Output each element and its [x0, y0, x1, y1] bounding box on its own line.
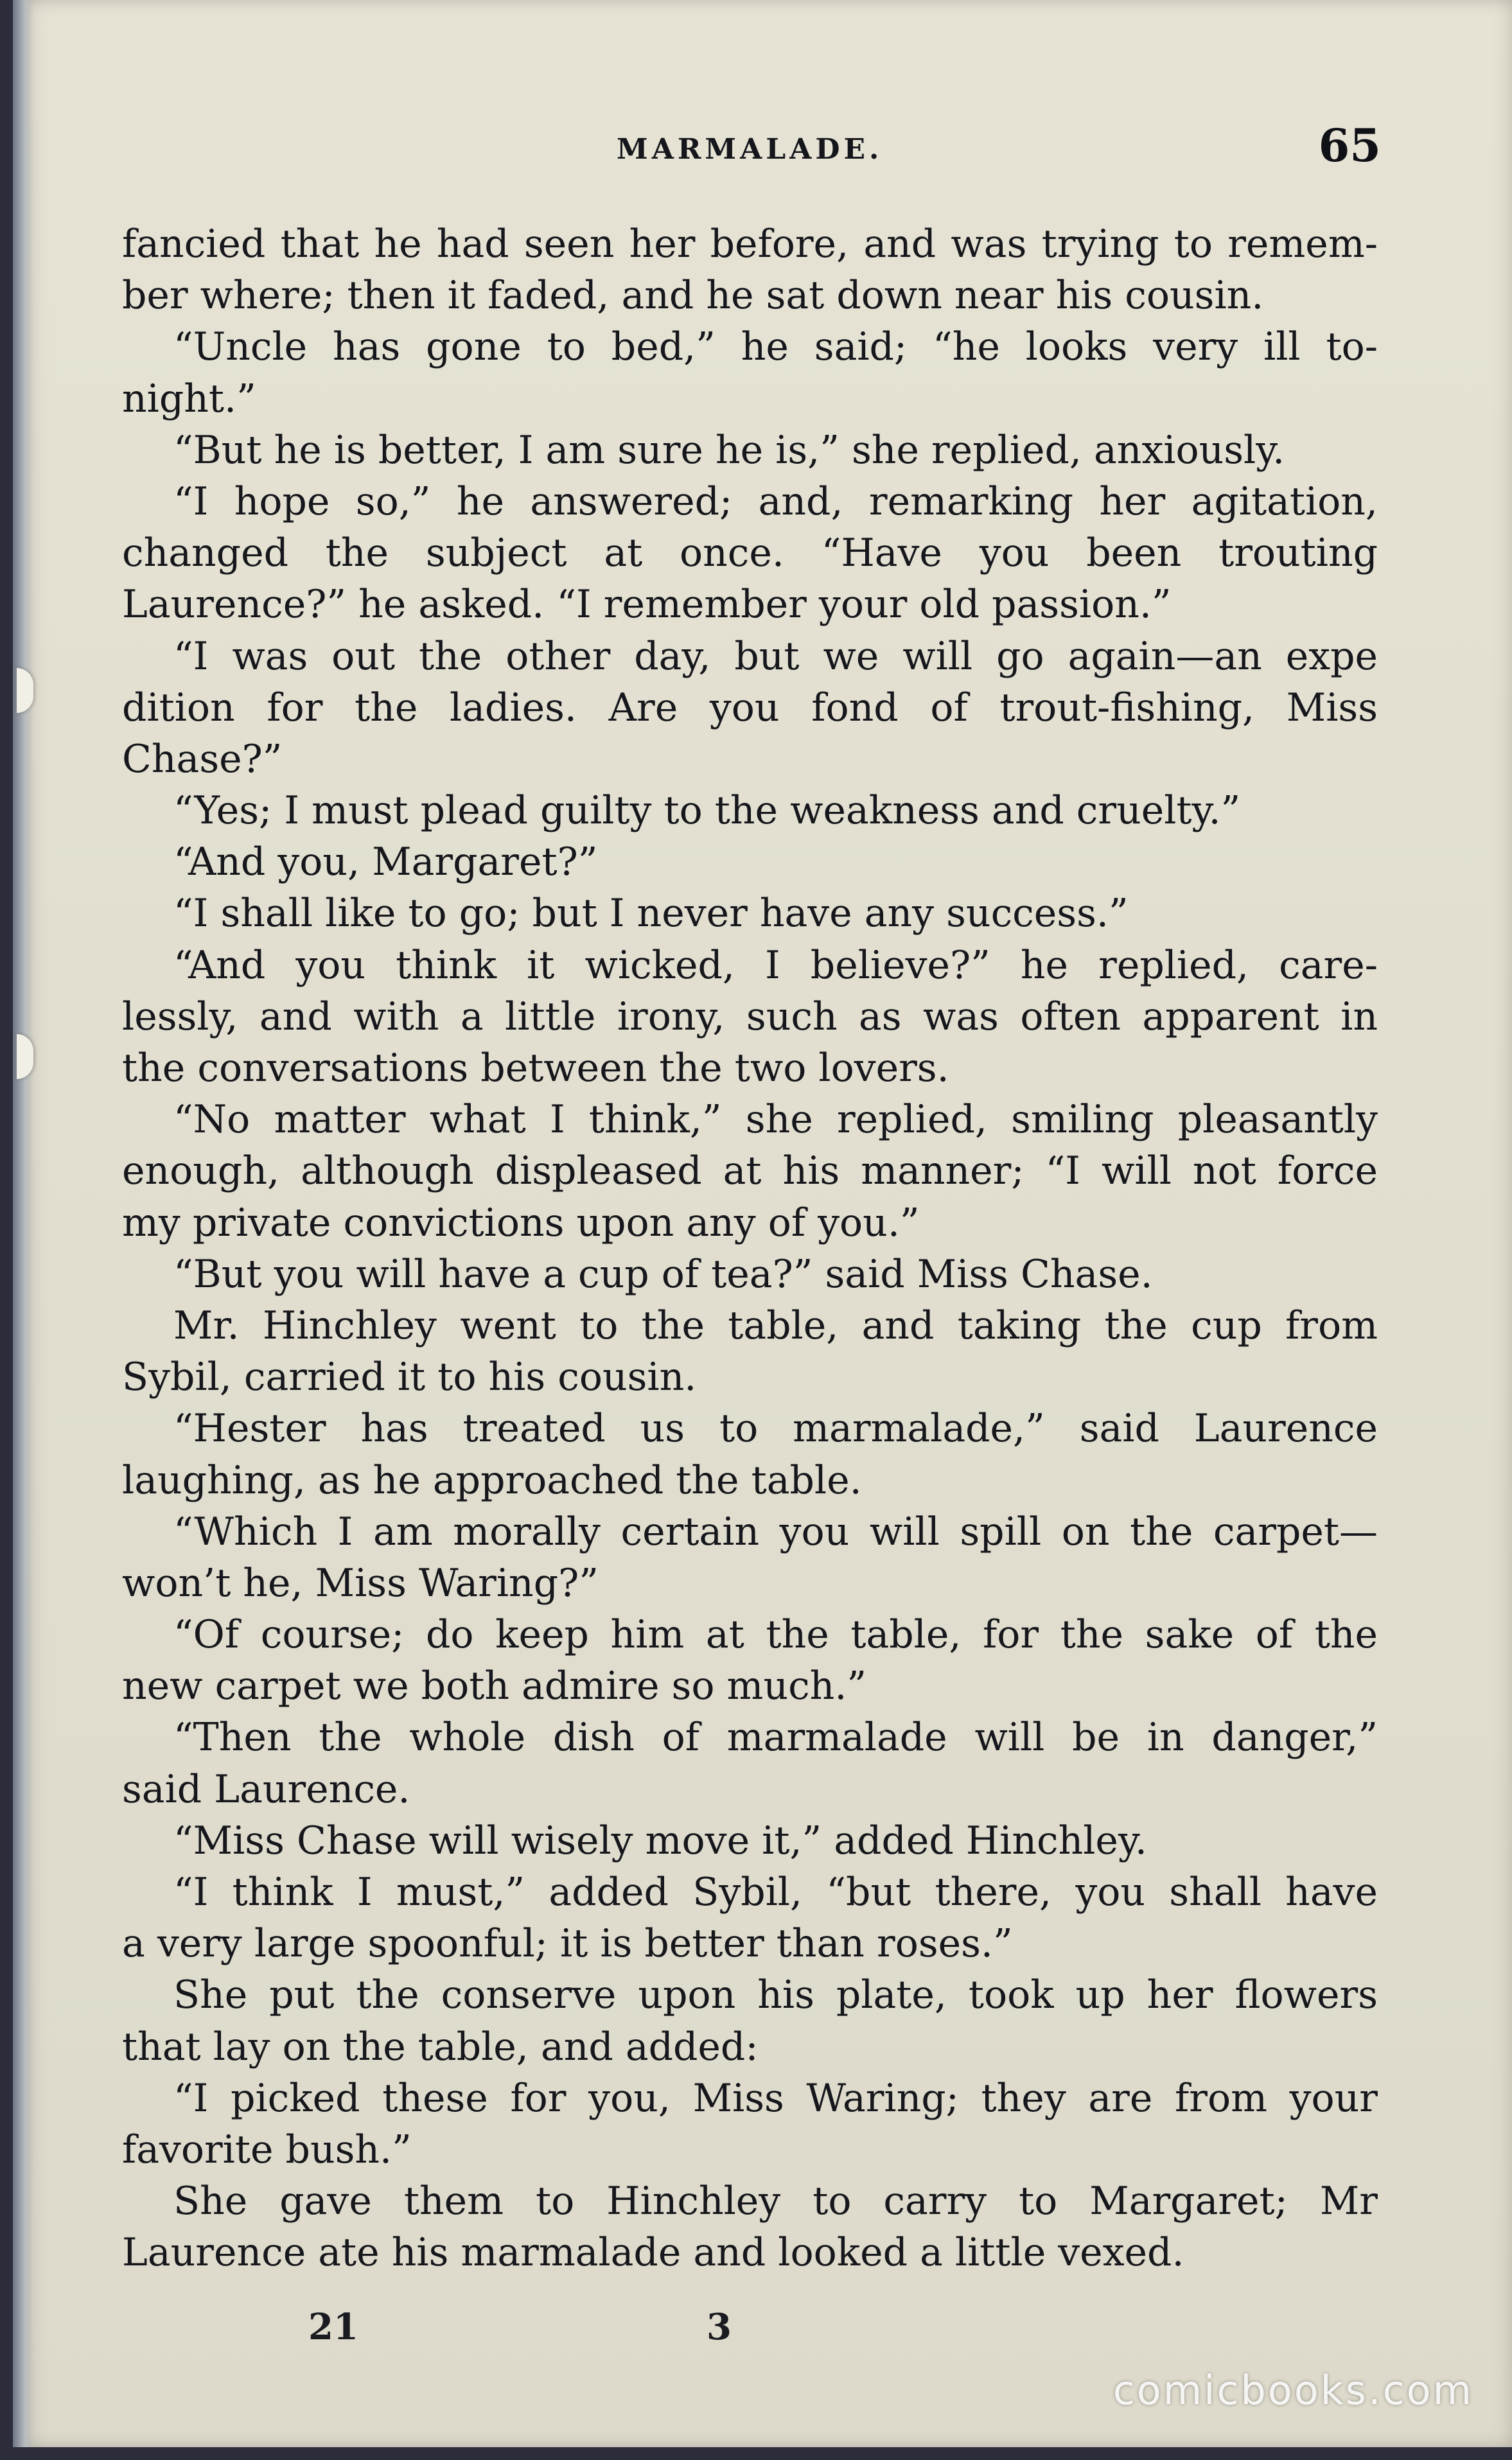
text-line: “But he is better, I am sure he is,” she replied, anxiously. [173, 427, 1285, 473]
text-line: laughing, as he approached the table. [122, 1457, 862, 1503]
text-line: She put the conserve upon his plate, took up her flowers [173, 1972, 1378, 2018]
text-line: Mr. Hinchley went to the table, and taking the cup from [173, 1303, 1378, 1348]
text-line: won’t he, Miss Waring?” [122, 1560, 599, 1606]
text-line: enough, although displeased at his manner; “I will not force [122, 1148, 1378, 1194]
text-line: dition for the ladies. Are you fond of trout-fishing, Miss [122, 685, 1378, 730]
text-line: “Which I am morally certain you will spill on the carpet— [173, 1509, 1378, 1554]
page-gutter [13, 0, 33, 2447]
text-line: “I think I must,” added Sybil, “but there, you shall have [173, 1870, 1378, 1915]
text-line: “Uncle has gone to bed,” he said; “he looks very ill to- [173, 324, 1378, 370]
text-line: Laurence ate his marmalade and looked a little vexed. [122, 2230, 1184, 2276]
signature-mark: 3 [707, 2306, 732, 2348]
text-line: “No matter what I think,” she replied, smiling pleasantly [173, 1097, 1378, 1143]
text-line: “Then the whole dish of marmalade will be in danger,” [173, 1715, 1378, 1761]
text-line: Sybil, carried it to his cousin. [122, 1355, 697, 1400]
text-line: Chase?” [122, 736, 283, 782]
watermark: comicbooks.com [1112, 2367, 1473, 2414]
text-line: the conversations between the two lovers. [122, 1046, 949, 1091]
text-line: changed the subject at once. “Have you been trouting [122, 531, 1378, 576]
text-line: “And you think it wicked, I believe?” he replied, care- [173, 942, 1378, 988]
text-line: night.” [122, 376, 256, 421]
text-line: said Laurence. [122, 1766, 410, 1812]
text-line: “And you, Margaret?” [173, 839, 598, 885]
text-line: “Yes; I must plead guilty to the weakness and cruelty.” [173, 788, 1241, 834]
text-line: fancied that he had seen her before, and was trying to remem- [122, 222, 1378, 267]
text-line: “I hope so,” he answered; and, remarking her agitation, [173, 479, 1378, 524]
text-line: “I was out the other day, but we will go again—an expe [173, 633, 1378, 679]
text-line: “Hester has treated us to marmalade,” said Laurence [173, 1406, 1378, 1452]
text-line: ber where; then it faded, and he sat down near his cousin. [122, 273, 1264, 319]
text-line: “I shall like to go; but I never have any success.” [173, 891, 1129, 936]
text-line: that lay on the table, and added: [122, 2024, 759, 2069]
body-text [122, 218, 1378, 2279]
page-number: 65 [1318, 119, 1381, 172]
text-line: new carpet we both admire so much.” [122, 1664, 867, 1709]
running-title: MARMALADE. [617, 133, 883, 166]
text-line: “I picked these for you, Miss Waring; they are from your [173, 2075, 1378, 2121]
book-page [13, 0, 1512, 2447]
page-header [122, 112, 1381, 177]
text-line: “Of course; do keep him at the table, for the sake of the [173, 1612, 1378, 1658]
text-line: “But you will have a cup of tea?” said Miss Chase. [173, 1251, 1153, 1297]
text-line: my private convictions upon any of you.” [122, 1200, 920, 1245]
page-footer [122, 2306, 1381, 2357]
text-line: “Miss Chase will wisely move it,” added Hinchley. [173, 1818, 1147, 1863]
signature-number: 21 [308, 2306, 358, 2348]
text-line: She gave them to Hinchley to carry to Margaret; Mr [173, 2179, 1378, 2224]
text-line: lessly, and with a little irony, such as was often apparent in [122, 994, 1378, 1039]
text-line: favorite bush.” [122, 2127, 412, 2172]
text-line: Laurence?” he asked. “I remember your old passion.” [122, 582, 1172, 628]
text-line: a very large spoonful; it is better than roses.” [122, 1921, 1013, 1967]
